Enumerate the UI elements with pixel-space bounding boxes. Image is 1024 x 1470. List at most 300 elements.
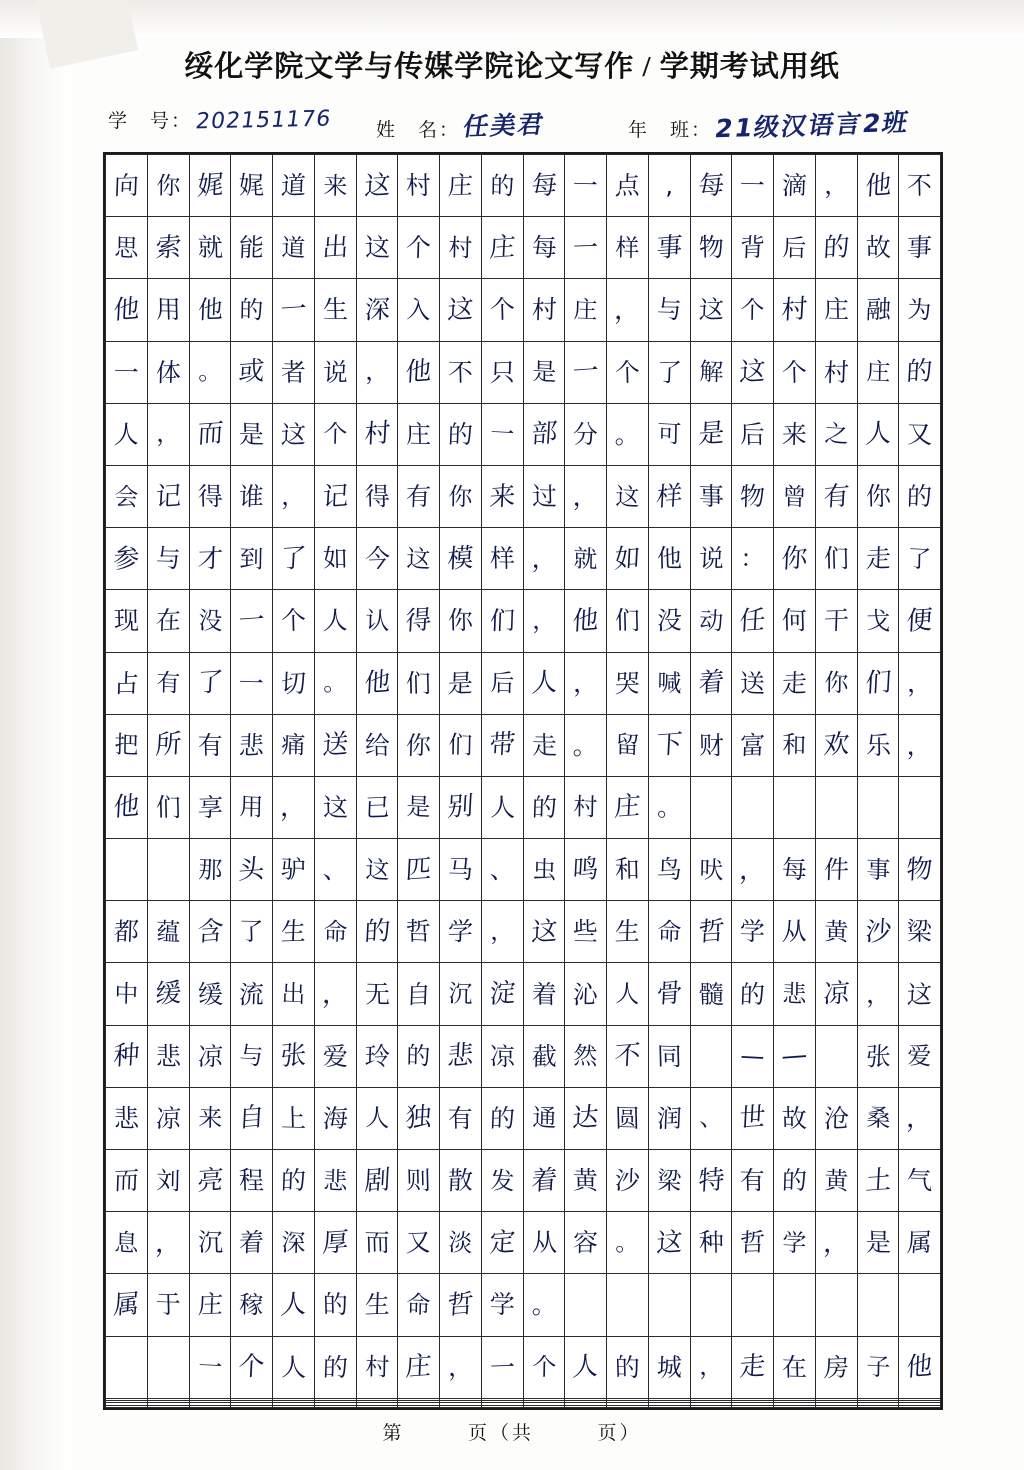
grid-cell	[565, 465, 607, 527]
grid-row	[106, 652, 941, 714]
grid-row	[106, 901, 941, 963]
student-class-value: 21级汉语言2班	[712, 107, 912, 144]
grid-row	[106, 528, 941, 590]
grid-cell	[899, 963, 941, 1025]
handwritten-character: 动	[698, 606, 724, 636]
grid-cell	[523, 839, 565, 901]
handwritten-character: 个	[237, 1351, 266, 1384]
grid-cell	[565, 1087, 607, 1149]
grid-cell	[106, 1274, 148, 1336]
grid-cell	[481, 1212, 523, 1274]
handwritten-character: 而	[113, 1165, 140, 1196]
grid-cell	[189, 714, 231, 776]
grid-cell	[314, 279, 356, 341]
grid-cell	[106, 1150, 148, 1212]
grid-cell	[481, 528, 523, 590]
handwritten-character: 是	[531, 357, 557, 387]
grid-cell	[690, 1212, 732, 1274]
handwritten-character: 村	[823, 357, 850, 388]
grid-cell	[690, 1336, 732, 1398]
grid-cell	[857, 528, 899, 590]
grid-cell	[523, 1025, 565, 1087]
grid-cell	[273, 1405, 315, 1407]
grid-cell	[565, 1274, 607, 1336]
grid-cell	[690, 1274, 732, 1336]
handwritten-character: 能	[238, 232, 265, 263]
grid-cell	[899, 1150, 941, 1212]
handwritten-character: 每	[697, 169, 725, 202]
handwritten-character: 才	[196, 543, 223, 574]
grid-row	[106, 465, 941, 527]
handwritten-character: 截	[530, 1041, 557, 1072]
handwritten-character: 的	[406, 1041, 431, 1071]
handwritten-character: 中	[114, 979, 139, 1009]
handwritten-character: 爱	[907, 1041, 932, 1071]
handwritten-character: 哭	[614, 668, 641, 699]
grid-cell	[189, 155, 231, 217]
grid-cell	[189, 652, 231, 714]
grid-cell	[314, 776, 356, 838]
grid-cell	[607, 714, 649, 776]
grid-row	[106, 279, 941, 341]
handwritten-character: 物	[905, 853, 934, 886]
grid-cell	[648, 528, 690, 590]
handwritten-character: 走	[781, 668, 808, 699]
handwritten-character: 索	[154, 231, 182, 264]
grid-cell	[398, 1212, 440, 1274]
handwritten-character: 乐	[864, 730, 891, 761]
grid-cell	[273, 1150, 315, 1212]
footer-prefix: 第	[382, 1423, 405, 1444]
grid-cell	[147, 776, 189, 838]
handwritten-character: 的	[489, 170, 515, 201]
handwritten-character: 人	[489, 792, 516, 823]
grid-cell	[523, 1150, 565, 1212]
handwritten-character: 。	[572, 730, 599, 761]
grid-cell	[648, 403, 690, 465]
handwritten-character: 鸟	[656, 854, 683, 885]
handwritten-character: 后	[739, 419, 766, 450]
handwritten-character: 融	[864, 295, 891, 325]
handwritten-character: 驴	[280, 854, 307, 885]
grid-cell	[774, 1212, 816, 1274]
handwritten-character: 娓	[238, 170, 265, 201]
grid-row	[106, 590, 941, 652]
handwritten-character: 这	[655, 1226, 683, 1259]
grid-cell	[815, 901, 857, 963]
handwritten-character: 悲	[113, 1103, 140, 1134]
grid-cell	[690, 652, 732, 714]
handwritten-character: 到	[239, 544, 264, 574]
handwritten-character: 自	[237, 1102, 266, 1135]
handwritten-character: 厚	[321, 1226, 349, 1259]
handwritten-character: 个	[322, 419, 348, 449]
grid-cell	[231, 1336, 273, 1398]
grid-cell	[732, 590, 774, 652]
grid-cell	[314, 1212, 356, 1274]
grid-cell	[314, 652, 356, 714]
grid-cell	[732, 1405, 774, 1407]
handwritten-character: 人	[615, 979, 640, 1009]
grid-cell	[189, 1087, 231, 1149]
grid-cell	[356, 1087, 398, 1149]
grid-cell	[648, 1336, 690, 1398]
grid-cell	[147, 590, 189, 652]
grid-cell	[314, 1150, 356, 1212]
grid-cell	[231, 776, 273, 838]
handwritten-character: 含	[196, 915, 224, 948]
grid-cell	[481, 217, 523, 279]
handwritten-character: 这	[280, 419, 307, 450]
handwritten-character: 马	[447, 854, 474, 885]
grid-cell	[899, 403, 941, 465]
handwritten-character: 淀	[488, 978, 516, 1011]
grid-cell	[690, 1087, 732, 1149]
grid-cell	[231, 963, 273, 1025]
grid-cell	[774, 155, 816, 217]
grid-cell	[440, 1212, 482, 1274]
grid-cell	[398, 652, 440, 714]
grid-cell	[481, 714, 523, 776]
grid-cell	[690, 963, 732, 1025]
handwritten-character: 解	[698, 357, 724, 387]
grid-cell	[523, 279, 565, 341]
grid-cell	[314, 839, 356, 901]
grid-cell	[398, 963, 440, 1025]
handwritten-character: 深	[363, 295, 390, 325]
handwritten-character: 黄	[823, 1165, 849, 1196]
grid-cell	[440, 528, 482, 590]
grid-cell	[523, 901, 565, 963]
grid-cell	[899, 1274, 941, 1336]
handwritten-character: 物	[739, 481, 766, 512]
handwritten-character: 得	[196, 481, 223, 512]
grid-cell	[273, 155, 315, 217]
handwritten-character: 海	[322, 1103, 349, 1134]
grid-cell	[732, 652, 774, 714]
grid-cell	[106, 341, 148, 403]
grid-row	[106, 1087, 941, 1149]
grid-cell	[314, 1274, 356, 1336]
handwritten-character: 是	[238, 419, 265, 450]
grid-cell	[398, 1336, 440, 1398]
handwritten-character: 属	[112, 1288, 141, 1321]
handwritten-character: 了	[238, 917, 265, 947]
handwritten-character: 这	[738, 356, 767, 389]
grid-cell	[732, 901, 774, 963]
grid-cell	[732, 1087, 774, 1149]
grid-row	[106, 1274, 941, 1336]
handwritten-character: 一	[238, 668, 265, 698]
grid-cell	[189, 963, 231, 1025]
handwritten-character: 富	[739, 730, 766, 761]
grid-cell	[231, 590, 273, 652]
handwritten-character: 庄	[823, 295, 850, 325]
handwritten-character: 你	[780, 542, 809, 575]
grid-cell	[231, 155, 273, 217]
grid-cell	[899, 590, 941, 652]
grid-cell	[523, 652, 565, 714]
grid-cell	[231, 1405, 273, 1407]
handwritten-character: 人	[280, 1352, 307, 1382]
grid-cell	[398, 465, 440, 527]
handwritten-character: 记	[321, 480, 349, 513]
grid-cell	[607, 1405, 649, 1407]
grid-cell	[648, 217, 690, 279]
grid-cell	[398, 1405, 440, 1407]
handwritten-character: 气	[906, 1165, 933, 1196]
handwritten-character: 的	[906, 481, 933, 512]
grid-cell	[106, 839, 148, 901]
grid-cell	[231, 528, 273, 590]
handwritten-character: —	[740, 1041, 765, 1071]
grid-row	[106, 1212, 941, 1274]
handwritten-character: ：	[740, 544, 765, 574]
handwritten-character: ，	[155, 419, 181, 449]
handwritten-character: 道	[280, 170, 307, 201]
grid-cell	[314, 528, 356, 590]
handwritten-character: 个	[405, 232, 432, 263]
grid-cell	[147, 714, 189, 776]
grid-cell	[857, 465, 899, 527]
handwritten-character: 命	[406, 1290, 431, 1320]
grid-row	[106, 1405, 941, 1407]
grid-cell	[815, 341, 857, 403]
handwritten-character: 事	[906, 232, 933, 263]
handwritten-character: 黄	[823, 917, 849, 947]
grid-cell	[565, 1150, 607, 1212]
grid-cell	[523, 963, 565, 1025]
grid-cell	[106, 776, 148, 838]
handwritten-character: 来	[197, 1103, 223, 1134]
grid-cell	[774, 714, 816, 776]
handwritten-character: ，	[906, 668, 933, 698]
handwritten-character: 而	[363, 1227, 390, 1258]
grid-cell	[314, 341, 356, 403]
grid-cell	[440, 714, 482, 776]
grid-cell	[189, 590, 231, 652]
grid-cell	[899, 1336, 941, 1398]
grid-cell	[607, 341, 649, 403]
handwritten-character: 与	[155, 543, 182, 574]
grid-cell	[899, 901, 941, 963]
handwritten-character: 思	[114, 233, 139, 263]
handwritten-character: 沁	[572, 979, 599, 1009]
grid-cell	[565, 963, 607, 1025]
grid-cell	[440, 1405, 482, 1407]
handwritten-character: 生	[280, 916, 307, 947]
grid-cell	[147, 1150, 189, 1212]
grid-cell	[231, 714, 273, 776]
handwritten-character: 来	[781, 419, 808, 450]
grid-cell	[565, 528, 607, 590]
handwritten-character: 他	[196, 295, 223, 325]
handwritten-character: 特	[697, 1164, 725, 1197]
handwritten-character: 城	[656, 1352, 683, 1383]
handwritten-character: 事	[655, 231, 683, 264]
grid-cell	[523, 1087, 565, 1149]
grid-cell	[607, 465, 649, 527]
handwritten-character: 便	[905, 604, 934, 637]
handwritten-character: 匹	[404, 853, 433, 886]
grid-cell	[857, 776, 899, 838]
handwritten-character: ，	[906, 730, 933, 761]
grid-cell	[607, 1336, 649, 1398]
handwritten-character: 的	[822, 231, 850, 264]
grid-cell	[565, 1405, 607, 1407]
grid-cell	[690, 839, 732, 901]
handwritten-character: 子	[865, 1352, 891, 1382]
handwritten-character: 梁	[906, 917, 933, 947]
handwritten-character: 村	[530, 295, 557, 325]
grid-cell	[356, 528, 398, 590]
handwritten-character: 点	[614, 170, 641, 201]
handwritten-character: 你	[823, 668, 849, 698]
grid-cell	[147, 528, 189, 590]
handwritten-character: 干	[823, 605, 850, 636]
grid-cell	[607, 776, 649, 838]
handwritten-character: 人	[322, 605, 349, 636]
handwritten-character: 从	[781, 916, 808, 947]
handwritten-character: 上	[280, 1103, 307, 1134]
grid-cell	[857, 1274, 899, 1336]
grid-row	[106, 1150, 941, 1212]
handwritten-character: 后	[489, 668, 515, 698]
grid-cell	[147, 963, 189, 1025]
handwritten-character: 欢	[822, 729, 850, 762]
grid-cell	[314, 963, 356, 1025]
grid-cell	[732, 155, 774, 217]
handwritten-character: 人	[864, 418, 892, 451]
handwritten-character: 然	[573, 1041, 598, 1071]
handwritten-character: 房	[823, 1352, 850, 1383]
grid-cell	[481, 1087, 523, 1149]
handwritten-character: ，	[613, 293, 642, 326]
grid-cell	[440, 1150, 482, 1212]
grid-cell	[231, 341, 273, 403]
grid-cell	[815, 963, 857, 1025]
handwritten-character: 个	[614, 357, 641, 387]
grid-cell	[440, 403, 482, 465]
grid-cell	[523, 341, 565, 403]
grid-cell	[106, 155, 148, 217]
handwritten-character: ，	[698, 1352, 724, 1382]
grid-cell	[481, 155, 523, 217]
grid-cell	[314, 590, 356, 652]
grid-cell	[565, 839, 607, 901]
grid-cell	[648, 1025, 690, 1087]
handwritten-character: 如	[322, 543, 349, 574]
handwritten-character: 的	[322, 1352, 349, 1383]
handwritten-character: 人	[113, 419, 140, 450]
grid-cell	[774, 1336, 816, 1398]
grid-cell	[481, 341, 523, 403]
handwritten-character: 送	[739, 668, 766, 698]
handwritten-character: 凉	[822, 978, 850, 1011]
grid-cell	[648, 1405, 690, 1407]
handwritten-character: 庄	[613, 791, 642, 824]
handwritten-character: 财	[697, 730, 724, 761]
handwritten-character: 所	[154, 729, 182, 762]
handwritten-character: ，	[279, 791, 308, 824]
grid-cell	[231, 901, 273, 963]
handwritten-character: 稼	[239, 1290, 264, 1320]
handwritten-character: 为	[907, 295, 932, 325]
grid-cell	[607, 963, 649, 1025]
grid-cell	[857, 1405, 899, 1407]
handwritten-character: 样	[489, 543, 516, 574]
grid-cell	[857, 590, 899, 652]
handwritten-character: 是	[447, 668, 474, 699]
grid-cell	[440, 217, 482, 279]
handwritten-character: 润	[656, 1103, 683, 1134]
handwritten-character: 体	[155, 357, 182, 388]
grid-cell	[273, 1336, 315, 1398]
handwritten-character: 你	[405, 730, 432, 761]
handwritten-character: 人	[364, 1103, 390, 1134]
grid-cell	[607, 1150, 649, 1212]
grid-cell	[815, 1405, 857, 1407]
grid-cell	[481, 465, 523, 527]
grid-cell	[732, 279, 774, 341]
handwritten-character: 会	[114, 481, 139, 512]
handwritten-character: 庄	[196, 1290, 223, 1320]
grid-cell	[231, 1087, 273, 1149]
handwritten-character: 生	[322, 295, 349, 325]
handwritten-character: ，	[823, 170, 849, 201]
grid-cell	[273, 341, 315, 403]
grid-cell	[607, 1274, 649, 1336]
handwritten-character: 认	[364, 606, 390, 636]
grid-cell	[857, 155, 899, 217]
grid-cell	[314, 1405, 356, 1407]
grid-cell	[774, 465, 816, 527]
grid-cell	[273, 1087, 315, 1149]
handwritten-character: 一	[572, 170, 599, 201]
grid-cell	[857, 1150, 899, 1212]
handwritten-character: 。	[197, 357, 223, 387]
handwritten-character: 出	[321, 231, 349, 264]
grid-cell	[815, 1087, 857, 1149]
manuscript-grid	[103, 152, 943, 1410]
grid-cell	[690, 155, 732, 217]
grid-cell	[356, 403, 398, 465]
grid-cell	[690, 714, 732, 776]
handwritten-character: 梁	[656, 1165, 682, 1196]
grid-row	[106, 963, 941, 1025]
grid-cell	[189, 776, 231, 838]
grid-cell	[857, 279, 899, 341]
handwritten-character: 谁	[238, 481, 265, 512]
handwritten-character: 有	[822, 480, 850, 513]
grid-cell	[899, 714, 941, 776]
handwritten-character: 就	[573, 544, 598, 574]
handwritten-character: 的	[614, 1352, 641, 1382]
handwritten-character: 现	[113, 606, 140, 636]
handwritten-character: ,	[665, 171, 674, 200]
grid-row	[106, 714, 941, 776]
grid-cell	[690, 776, 732, 838]
grid-cell	[732, 776, 774, 838]
handwritten-character: 鸣	[571, 853, 600, 886]
grid-cell	[565, 1212, 607, 1274]
grid-cell	[314, 714, 356, 776]
handwritten-character: 张	[279, 1040, 308, 1073]
handwritten-character: 没	[656, 605, 683, 636]
grid-cell	[398, 279, 440, 341]
grid-cell	[147, 403, 189, 465]
grid-cell	[732, 465, 774, 527]
